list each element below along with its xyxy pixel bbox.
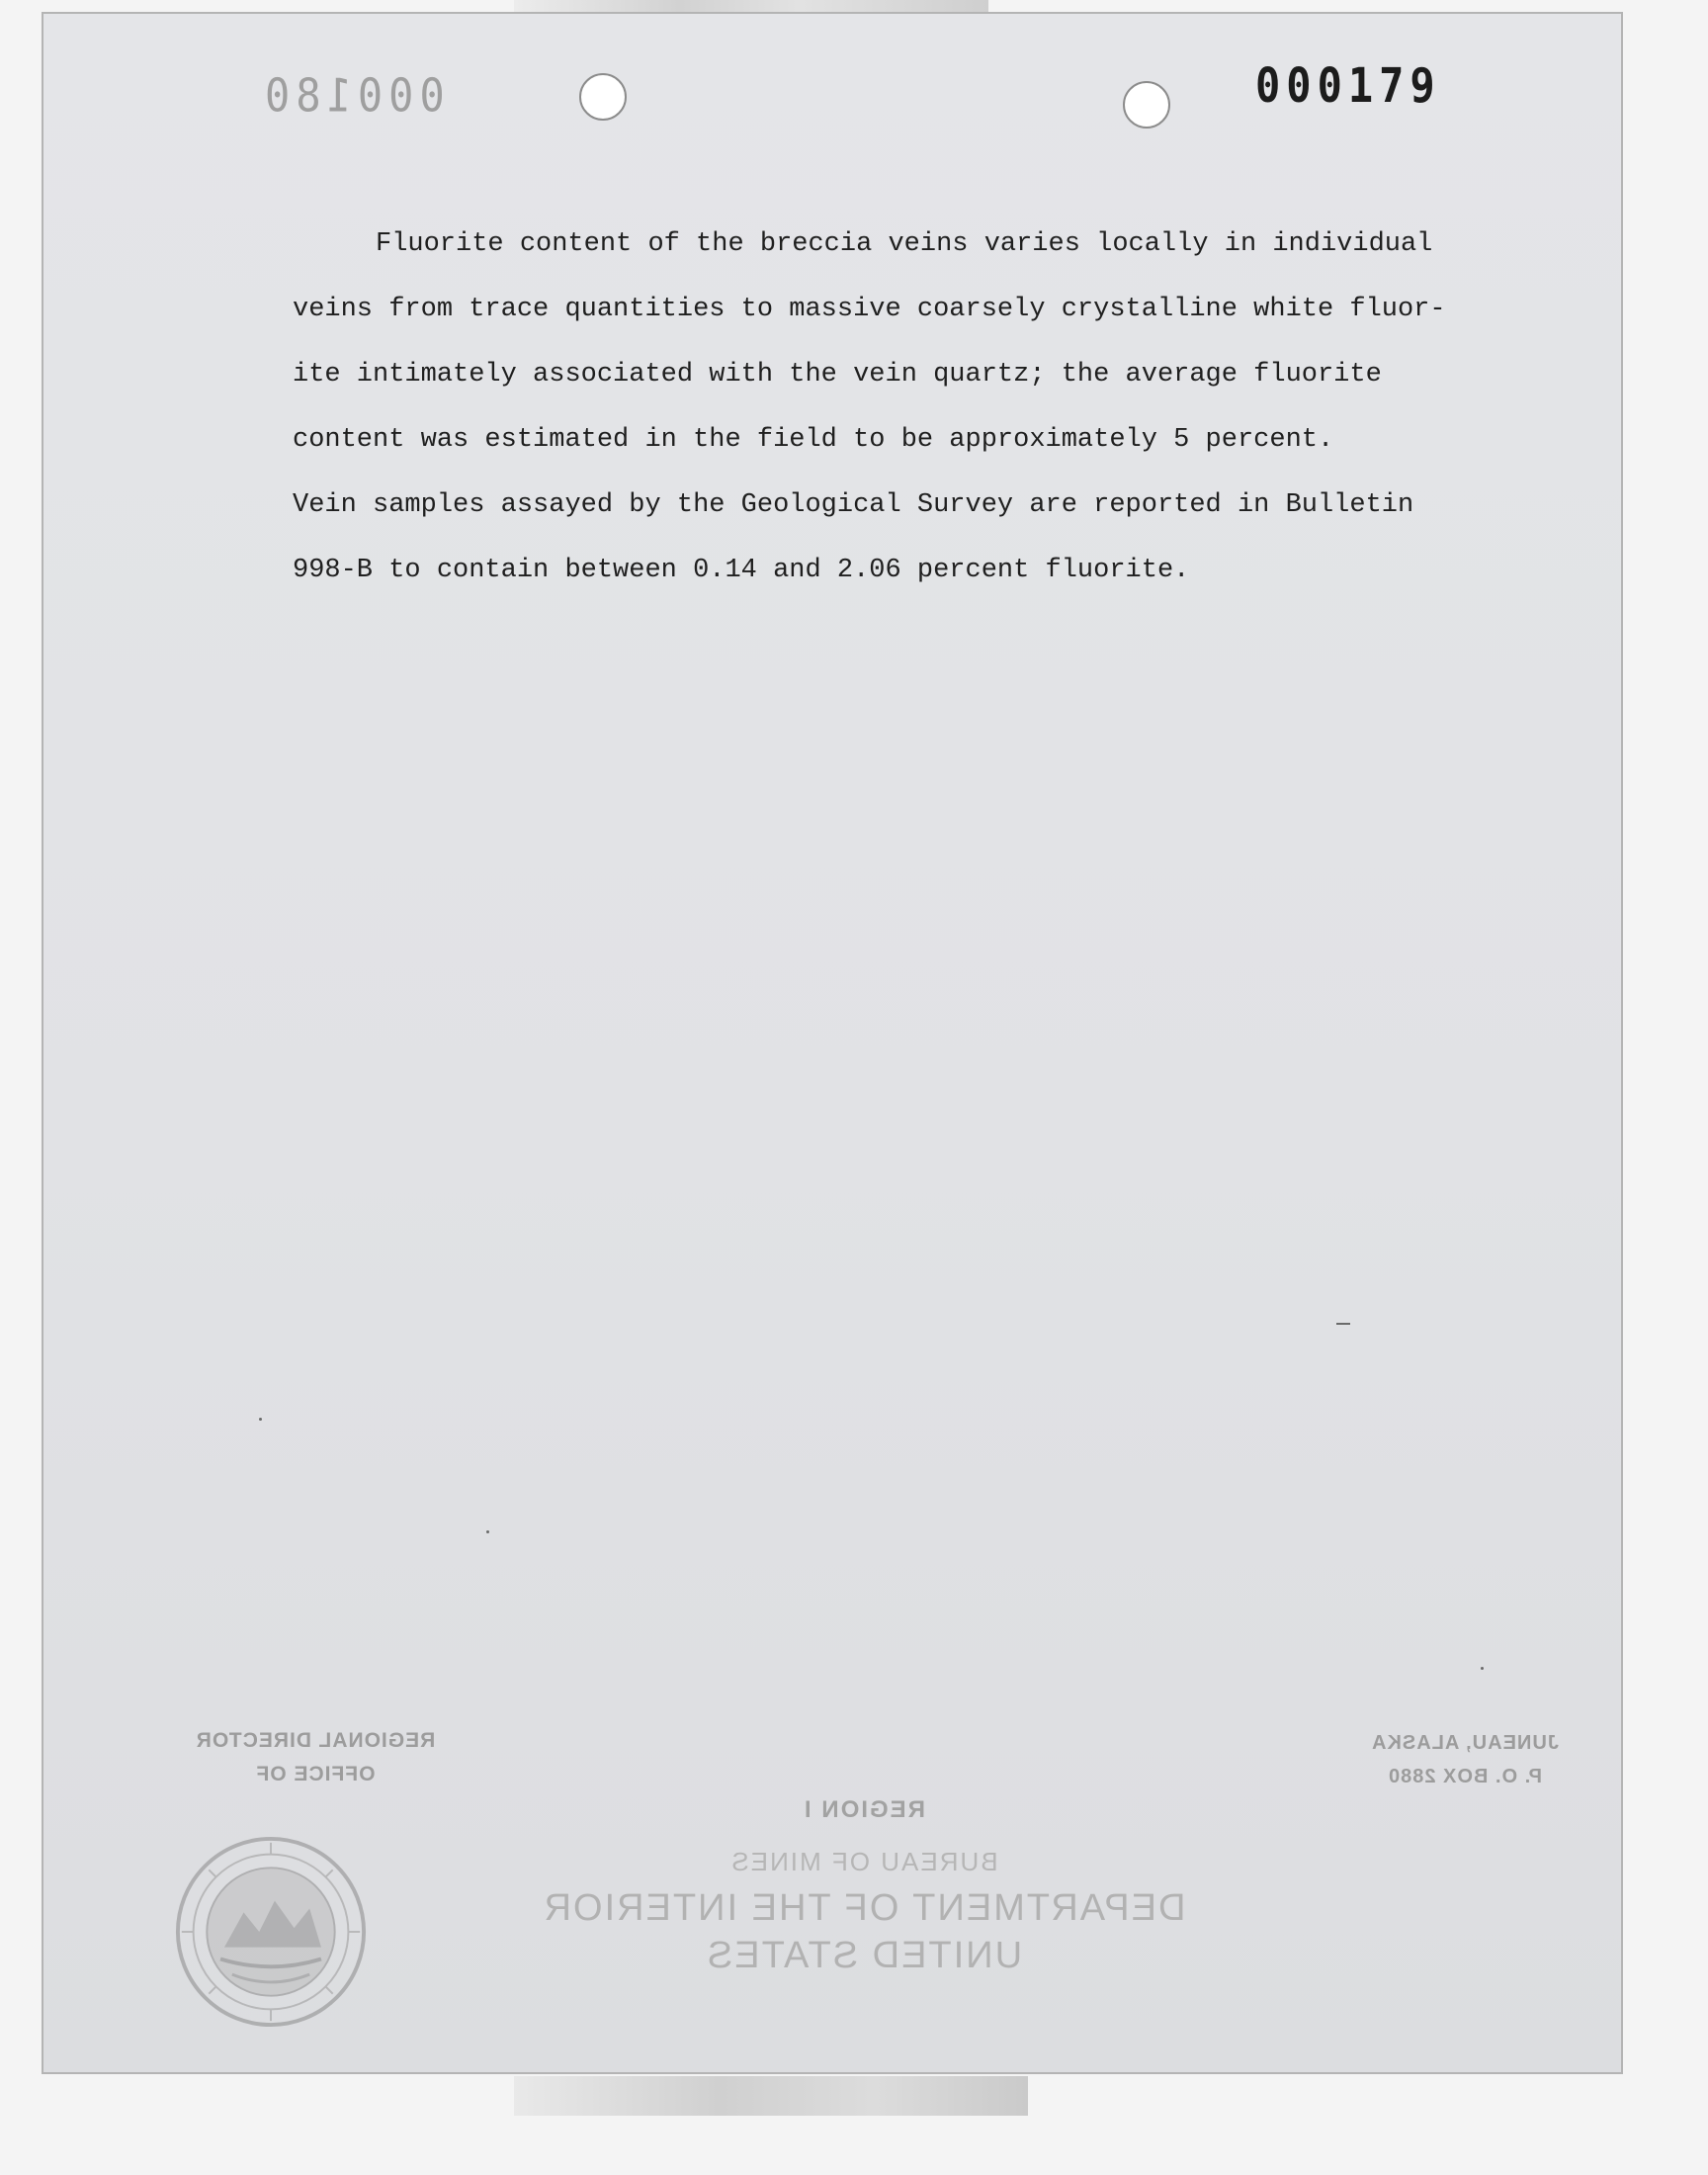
punch-hole-right xyxy=(1123,81,1170,129)
bleed-department: DEPARTMENT OF THE INTERIOR xyxy=(542,1887,1186,1929)
body-line: Fluorite content of the breccia veins varies locally in individual xyxy=(376,229,1433,259)
body-line: 998-B to contain between 0.14 and 2.06 percent fluorite. xyxy=(293,556,1190,585)
bleed-country: UNITED STATES xyxy=(705,1935,1023,1976)
bleed-bureau: BUREAU OF MINES xyxy=(729,1847,998,1876)
bleed-office-line1: REGIONAL DIRECTOR xyxy=(195,1729,436,1752)
department-seal-icon xyxy=(174,1835,368,2029)
body-line: veins from trace quantities to massive coarsely crystalline white fluor- xyxy=(293,295,1446,324)
body-line: content was estimated in the field to be approximately 5 percent. xyxy=(293,425,1334,455)
document-page xyxy=(42,12,1623,2074)
body-paragraph xyxy=(293,212,1558,603)
bleed-page-number: 000180 xyxy=(259,68,445,123)
scan-speck xyxy=(1481,1667,1484,1670)
punch-hole-left xyxy=(579,73,627,121)
scan-speck xyxy=(259,1418,262,1421)
scan-strip-bottom xyxy=(514,2076,1028,2116)
bleed-address-block xyxy=(1346,1726,1583,1793)
scan-speck xyxy=(1336,1323,1350,1325)
bleed-address-line1: JUNEAU, ALASKA xyxy=(1371,1732,1559,1754)
bleed-letterhead xyxy=(518,1784,1210,1981)
page-number-stamp: 000179 xyxy=(1255,57,1441,114)
scan-speck xyxy=(486,1530,489,1533)
bleed-office-line2: OFFICE OF xyxy=(255,1763,376,1785)
body-line: Vein samples assayed by the Geological Survey are reported in Bulletin xyxy=(293,490,1414,520)
bleed-region: REGION I xyxy=(803,1796,926,1823)
body-line: ite intimately associated with the vein quartz; the average fluorite xyxy=(293,360,1382,390)
bleed-office-block xyxy=(172,1724,459,1791)
bleed-address-line2: P. O. BOX 2880 xyxy=(1388,1766,1542,1787)
